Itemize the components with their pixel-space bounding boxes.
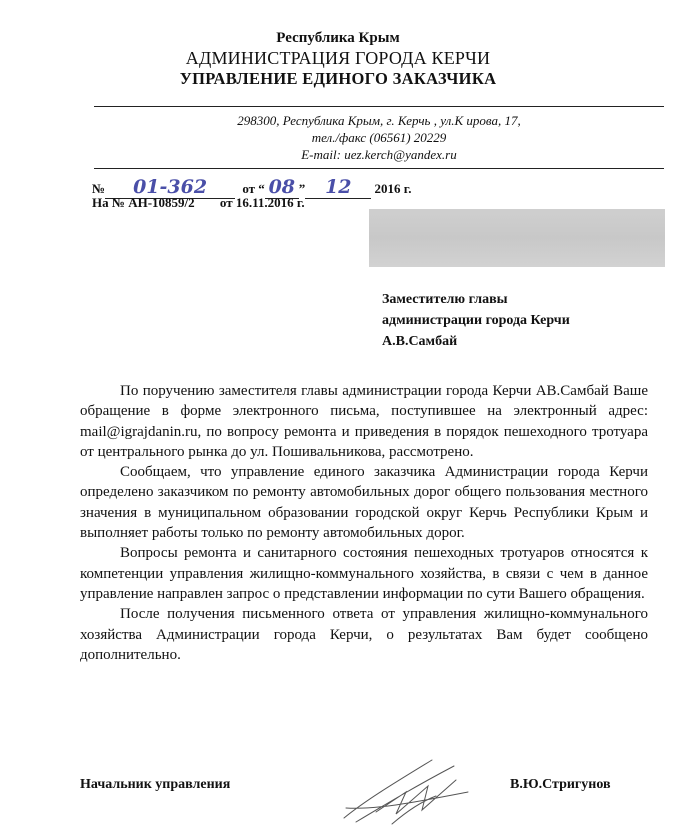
email-address: E-mail: uez.kerch@yandex.ru: [301, 147, 457, 162]
out-month-handwritten: 12: [325, 176, 352, 198]
in-reply-date: 16.11.2016 г.: [235, 195, 305, 210]
republic-name: Республика Крым: [276, 30, 400, 46]
department-name: УПРАВЛЕНИЕ ЕДИНОГО ЗАКАЗЧИКА: [179, 69, 497, 88]
postal-address: 298300, Республика Крым, г. Керчь , ул.К ирова, 17,: [237, 113, 521, 128]
addressee-line-3: А.В.Самбай: [382, 334, 458, 349]
outgoing-registration: № 01-362 от “ 08 ” 12 2016 г.: [92, 176, 412, 198]
paragraph-3: Вопросы ремонта и санитарного состояния пешеходных тротуаров относятся к компетенции управления жилищно-коммунального хозяйства, в связи с чем в данное управление направлен запрос о представлении информации по сути Вашего обращения.: [80, 545, 648, 602]
addressee-line-2: администрации города Керчи: [382, 313, 570, 328]
addressee-line-1: Заместителю главы: [382, 292, 508, 307]
letter-body: [80, 381, 648, 665]
phone-fax: тел./факс (06561) 20229: [311, 130, 447, 145]
incoming-reference: [92, 195, 305, 211]
signatory-position: Начальник управления: [80, 777, 231, 792]
out-date-label: от: [242, 181, 256, 196]
out-number-label: №: [92, 181, 106, 196]
addressee-block: [382, 289, 570, 352]
out-day-handwritten: 08: [268, 176, 296, 198]
handwritten-signature-icon: [336, 752, 476, 826]
signatory-name: В.Ю.Стригунов: [510, 777, 611, 792]
in-reply-from-label: от: [219, 195, 233, 210]
redacted-block: [369, 209, 665, 267]
in-reply-number: АН-10859/2: [128, 195, 195, 210]
administration-name: АДМИНИСТРАЦИЯ ГОРОДА КЕРЧИ: [185, 48, 491, 68]
header-rule-bottom: [94, 168, 664, 169]
paragraph-4: После получения письменного ответа от управления жилищно-коммунального хозяйства Администрации города Керчи, о результатах Вам будет сообщено дополнительно.: [80, 606, 648, 663]
in-reply-label: На №: [92, 195, 125, 210]
out-number-handwritten: 01-362: [133, 176, 208, 198]
out-year: 2016 г.: [374, 181, 412, 196]
paragraph-1: По поручению заместителя главы администрации города Керчи АВ.Самбай Ваше обращение в форме электронного письма, поступившее на электронный адрес: mail@igrajdanin.ru, по вопросу ремонта и приведения в порядок пешеходного тротуара от центрального рынка до ул. Пошивальникова, рассмотрено.: [80, 383, 648, 460]
header-rule-top: [94, 106, 664, 107]
paragraph-2: Сообщаем, что управление единого заказчика Администрации города Керчи определено заказчиком по ремонту автомобильных дорог общего пользования местного значения в муниципальном образовании городской округ Керчь Республики Крым и выполняет работы только по ремонту автомобильных дорог.: [80, 464, 648, 542]
